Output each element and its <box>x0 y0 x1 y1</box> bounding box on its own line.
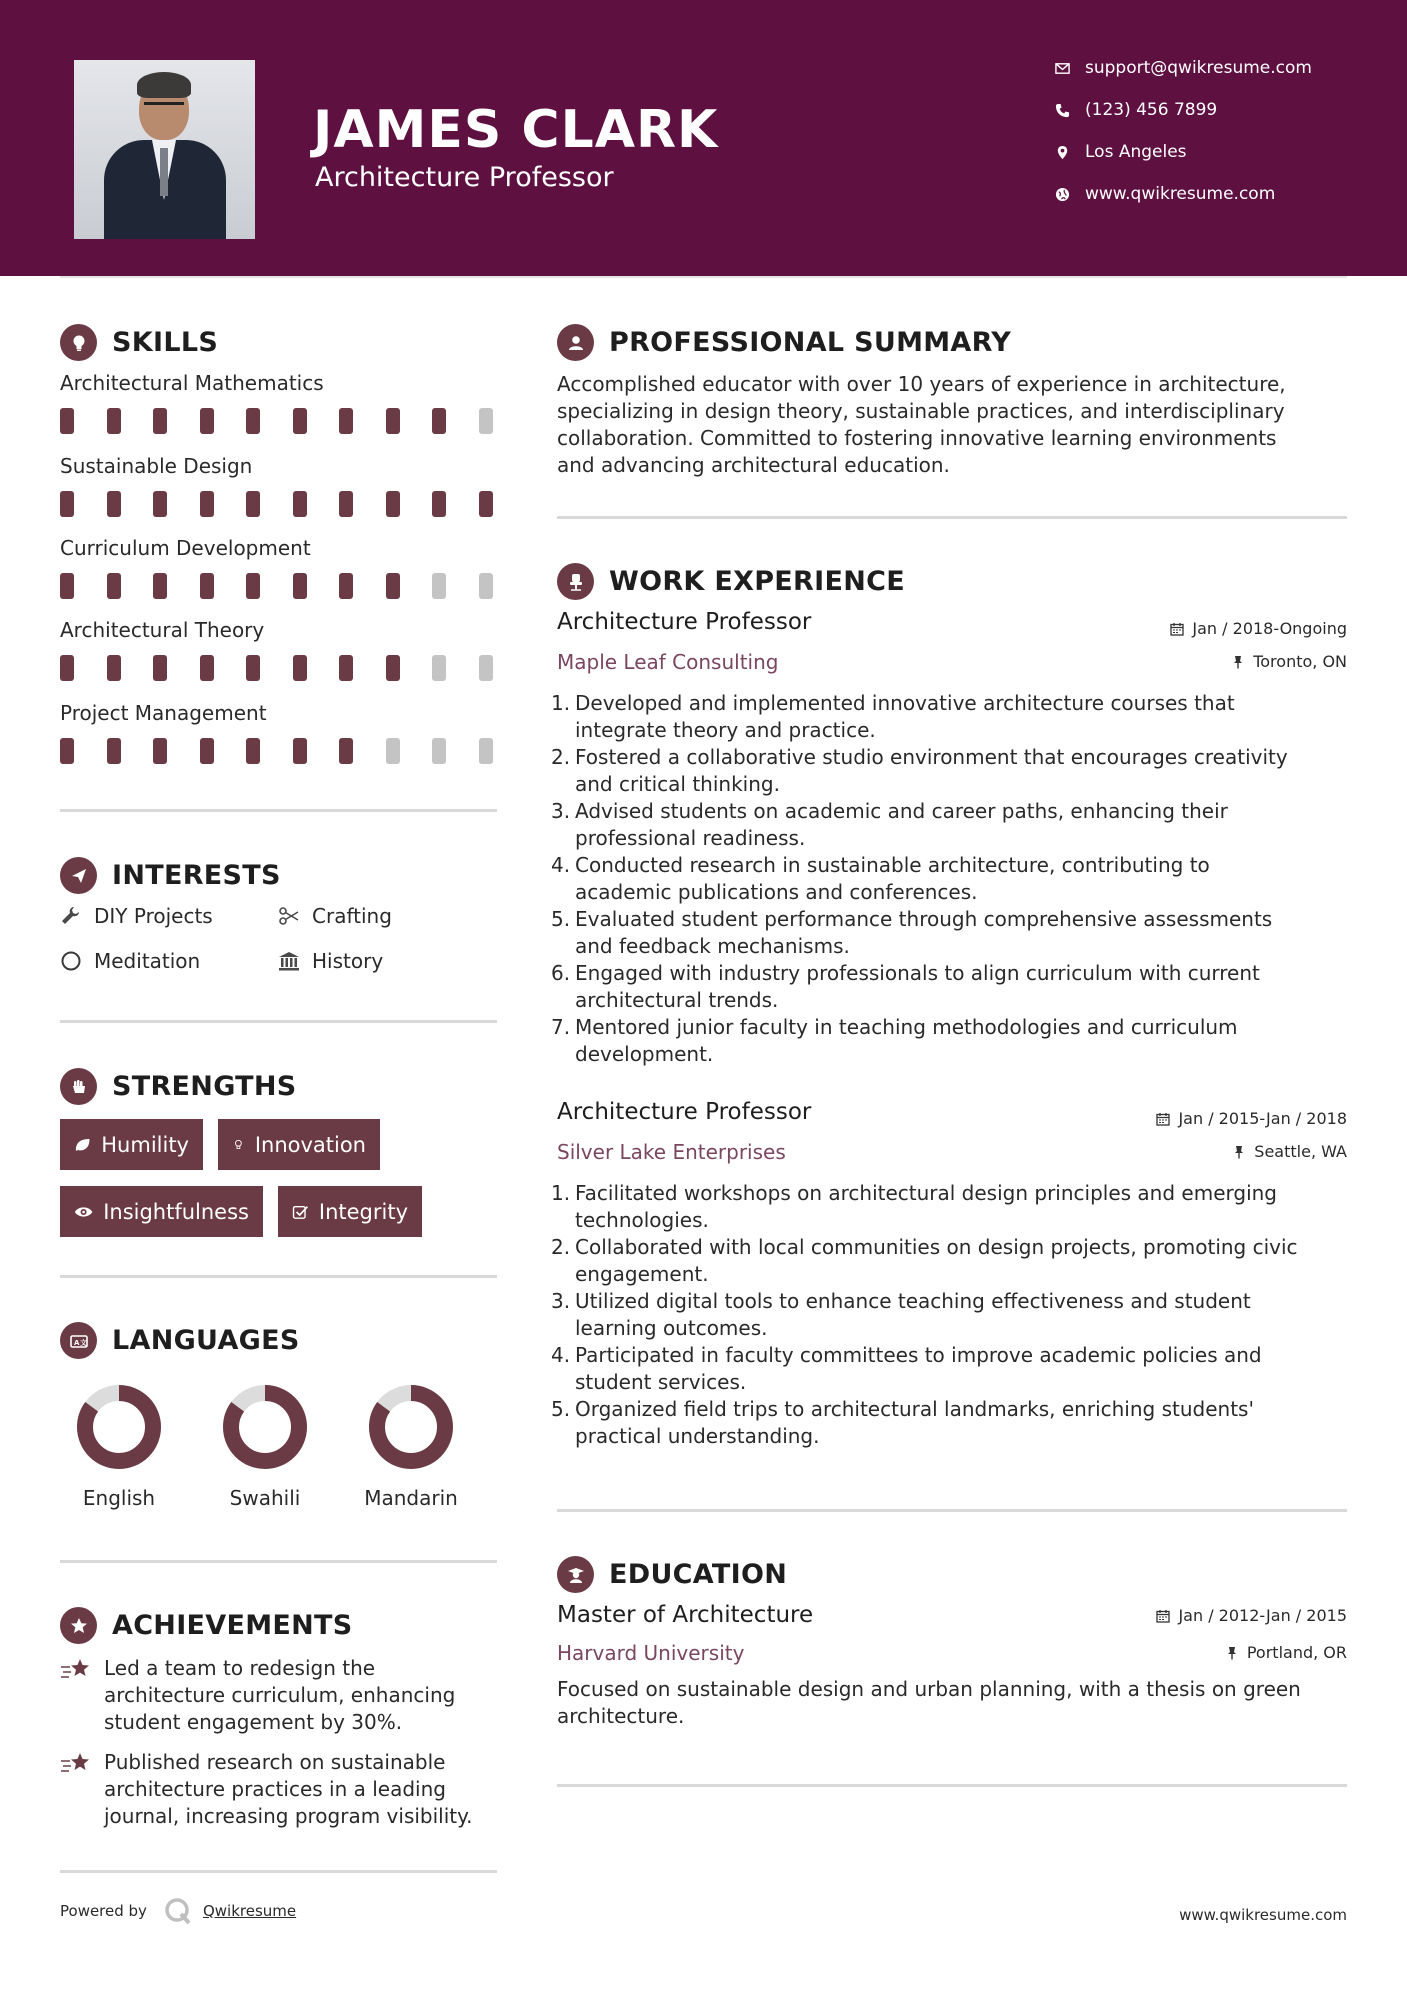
rating-dot-filled <box>246 491 260 517</box>
school-name: Harvard University <box>557 1641 745 1665</box>
rating-dot-filled <box>386 573 400 599</box>
section-divider <box>557 1784 1347 1787</box>
skill-name: Architectural Mathematics <box>60 371 324 395</box>
map-pin-icon <box>1055 145 1085 160</box>
rating-dot-filled <box>386 408 400 434</box>
job-bullets <box>551 690 1347 1068</box>
language-ring <box>222 1384 308 1470</box>
skill-rating <box>60 573 493 599</box>
skill-rating <box>60 491 493 517</box>
user-icon <box>557 324 594 361</box>
section-divider <box>60 1275 497 1278</box>
strength-tag: Innovation <box>218 1119 380 1170</box>
shooting-star-icon <box>60 1751 92 1777</box>
list-item: 6. Engaged with industry professionals to align curriculum with current architectural trends. <box>551 961 1260 1012</box>
rating-dot-filled <box>60 491 74 517</box>
job-title: Architecture Professor <box>557 1099 812 1125</box>
skill-rating <box>60 738 493 764</box>
rating-dot-filled <box>153 655 167 681</box>
achievement-item: Published research on sustainable architecture practices in a leading journal, increasing program visibility. <box>60 1749 500 1830</box>
list-item: 4. Participated in faculty committees to improve academic policies and student services. <box>551 1343 1262 1394</box>
star-badge-icon <box>60 1607 97 1644</box>
list-item: 5. Organized field trips to architectural landmarks, enriching students' practical understanding. <box>551 1397 1254 1448</box>
rating-dot-filled <box>339 573 353 599</box>
language-ring <box>368 1384 454 1470</box>
education-description: Focused on sustainable design and urban planning, with a thesis on green architecture. <box>557 1677 1301 1728</box>
rating-dot-filled <box>339 738 353 764</box>
office-chair-icon <box>557 563 594 600</box>
powered-by-text: Powered by <box>60 1902 147 1920</box>
job-title: Architecture Professor <box>557 609 812 635</box>
skill-name: Sustainable Design <box>60 454 253 478</box>
company-name: Maple Leaf Consulting <box>557 650 779 674</box>
skill-name: Architectural Theory <box>60 618 265 642</box>
svg-text:文: 文 <box>79 1338 87 1347</box>
rating-dot-empty <box>432 655 446 681</box>
rating-dot-filled <box>293 573 307 599</box>
graduate-icon <box>557 1556 594 1593</box>
circle-icon <box>60 950 82 972</box>
rating-dot-filled <box>432 491 446 517</box>
company-name: Silver Lake Enterprises <box>557 1140 786 1164</box>
rating-dot-filled <box>432 408 446 434</box>
section-divider <box>60 1870 497 1873</box>
education-location: Portland, OR <box>1225 1643 1347 1662</box>
qwikresume-link[interactable]: Qwikresume <box>202 1902 297 1920</box>
rating-dot-filled <box>339 408 353 434</box>
rating-dot-filled <box>246 408 260 434</box>
rating-dot-empty <box>432 738 446 764</box>
phone-icon <box>1055 103 1085 118</box>
rating-dot-empty <box>479 738 493 764</box>
fist-icon <box>60 1068 97 1105</box>
scissors-icon <box>278 905 300 927</box>
rating-dot-filled <box>200 408 214 434</box>
degree-title: Master of Architecture <box>557 1602 814 1628</box>
strengths-heading: STRENGTHS <box>60 1068 297 1105</box>
pushpin-icon <box>1225 1646 1239 1660</box>
rating-dot-filled <box>60 408 74 434</box>
profile-photo <box>74 60 255 239</box>
header-divider <box>60 276 1347 278</box>
job-location: Seattle, WA <box>1232 1142 1347 1161</box>
pushpin-icon <box>1232 1145 1246 1159</box>
eye-icon <box>74 1201 93 1223</box>
rating-dot-filled <box>153 738 167 764</box>
resume-header <box>0 0 1407 276</box>
contact-phone-text: (123) 456 7899 <box>1085 100 1218 120</box>
shooting-star-icon <box>60 1657 92 1683</box>
list-item: 2. Collaborated with local communities on design projects, promoting civic engagement. <box>551 1235 1298 1286</box>
interest-item: DIY Projects <box>60 904 213 928</box>
strength-tag: Humility <box>60 1119 203 1170</box>
language-item: Mandarin <box>361 1384 461 1510</box>
wrench-icon <box>60 905 82 927</box>
rating-dot-empty <box>479 573 493 599</box>
rating-dot-filled <box>246 655 260 681</box>
rating-dot-empty <box>479 408 493 434</box>
experience-heading: WORK EXPERIENCE <box>557 563 905 600</box>
bank-icon <box>278 950 300 972</box>
contact-website-text: www.qwikresume.com <box>1085 184 1276 204</box>
lightbulb-icon <box>60 324 97 361</box>
list-item: 1. Developed and implemented innovative architecture courses that integrate theory and practice. <box>551 691 1235 742</box>
languages-heading: A 文 LANGUAGES <box>60 1322 300 1359</box>
contact-email[interactable] <box>1055 58 1385 78</box>
strength-tag: Integrity <box>278 1186 422 1237</box>
footer-website[interactable]: www.qwikresume.com <box>1179 1906 1347 1924</box>
rating-dot-empty <box>432 573 446 599</box>
rating-dot-filled <box>200 491 214 517</box>
calendar-icon <box>1156 1609 1170 1623</box>
education-date: Jan / 2012-Jan / 2015 <box>1156 1606 1347 1625</box>
job-date: Jan / 2018-Ongoing <box>1170 619 1347 638</box>
rating-dot-filled <box>60 655 74 681</box>
skill-rating <box>60 408 493 434</box>
rating-dot-filled <box>107 491 121 517</box>
rating-dot-filled <box>107 655 121 681</box>
section-divider <box>557 1509 1347 1512</box>
language-item: English <box>69 1384 169 1510</box>
language-item: Swahili <box>215 1384 315 1510</box>
education-heading: EDUCATION <box>557 1556 787 1593</box>
skills-heading: SKILLS <box>60 324 218 361</box>
rating-dot-filled <box>107 738 121 764</box>
rating-dot-filled <box>200 738 214 764</box>
list-item: 4. Conducted research in sustainable architecture, contributing to academic publications and conferences. <box>551 853 1210 904</box>
leaf-icon <box>74 1134 91 1156</box>
candidate-role: Architecture Professor <box>315 162 614 193</box>
job-bullets <box>551 1180 1347 1450</box>
list-item: 3. Advised students on academic and career paths, enhancing their professional readiness. <box>551 799 1228 850</box>
section-divider <box>60 1020 497 1023</box>
achievement-item: Led a team to redesign the architecture curriculum, enhancing student engagement by 30%. <box>60 1655 500 1736</box>
summary-heading: PROFESSIONAL SUMMARY <box>557 324 1011 361</box>
globe-icon <box>1055 187 1085 202</box>
rating-dot-filled <box>293 738 307 764</box>
contact-location-text: Los Angeles <box>1085 142 1187 162</box>
job-location: Toronto, ON <box>1231 652 1347 671</box>
rating-dot-filled <box>107 573 121 599</box>
achievements-heading: ACHIEVEMENTS <box>60 1607 353 1644</box>
calendar-icon <box>1156 1112 1170 1126</box>
rating-dot-filled <box>246 573 260 599</box>
rating-dot-empty <box>479 655 493 681</box>
language-ring <box>76 1384 162 1470</box>
rating-dot-filled <box>293 408 307 434</box>
rating-dot-filled <box>339 491 353 517</box>
skill-rating <box>60 655 493 681</box>
rating-dot-filled <box>153 573 167 599</box>
rating-dot-filled <box>153 491 167 517</box>
contact-location <box>1055 142 1385 162</box>
language-icon <box>60 1322 97 1359</box>
svg-text:A: A <box>73 1338 80 1347</box>
rating-dot-empty <box>386 738 400 764</box>
rating-dot-filled <box>386 655 400 681</box>
list-item: 7. Mentored junior faculty in teaching methodologies and curriculum development. <box>551 1015 1238 1066</box>
section-divider <box>557 516 1347 519</box>
rating-dot-filled <box>200 655 214 681</box>
interest-item: Meditation <box>60 949 200 973</box>
rating-dot-filled <box>339 655 353 681</box>
rating-dot-filled <box>293 655 307 681</box>
pushpin-icon <box>1231 655 1245 669</box>
contact-email-text: support@qwikresume.com <box>1085 58 1312 78</box>
rating-dot-filled <box>153 408 167 434</box>
rating-dot-filled <box>479 491 493 517</box>
list-item: 3. Utilized digital tools to enhance teaching effectiveness and student learning outcomes. <box>551 1289 1251 1340</box>
rating-dot-filled <box>200 573 214 599</box>
section-divider <box>60 1560 497 1563</box>
list-item: 5. Evaluated student performance through comprehensive assessments and feedback mechanisms. <box>551 907 1273 958</box>
rating-dot-filled <box>107 408 121 434</box>
interests-heading: INTERESTS <box>60 857 281 894</box>
rating-dot-filled <box>293 491 307 517</box>
rating-dot-filled <box>60 573 74 599</box>
calendar-icon <box>1170 622 1184 636</box>
interest-item: Crafting <box>278 904 392 928</box>
job-date: Jan / 2015-Jan / 2018 <box>1156 1109 1347 1128</box>
interest-item: History <box>278 949 383 973</box>
candidate-name: JAMES CLARK <box>313 100 719 160</box>
lightbulb-icon <box>232 1134 245 1156</box>
check-square-icon <box>292 1201 309 1223</box>
qwikresume-logo-icon <box>163 1896 193 1926</box>
rating-dot-filled <box>386 491 400 517</box>
paper-plane-icon <box>60 857 97 894</box>
list-item: 1. Facilitated workshops on architectural design principles and emerging technologies. <box>551 1181 1277 1232</box>
rating-dot-filled <box>60 738 74 764</box>
footer-powered-by <box>60 1896 296 1926</box>
section-divider <box>60 809 497 812</box>
contact-phone[interactable] <box>1055 100 1385 120</box>
envelope-icon <box>1055 61 1085 76</box>
summary-text: Accomplished educator with over 10 years of experience in architecture, specializing in design theory, sustainable practices, and interdisciplinary collaboration. Committed to fostering innovative learning environments and advancing architectural education. <box>557 372 1286 477</box>
contact-website[interactable] <box>1055 184 1385 204</box>
rating-dot-filled <box>246 738 260 764</box>
skill-name: Curriculum Development <box>60 536 311 560</box>
list-item: 2. Fostered a collaborative studio environment that encourages creativity and critical thinking. <box>551 745 1288 796</box>
skill-name: Project Management <box>60 701 267 725</box>
strength-tag: Insightfulness <box>60 1186 263 1237</box>
